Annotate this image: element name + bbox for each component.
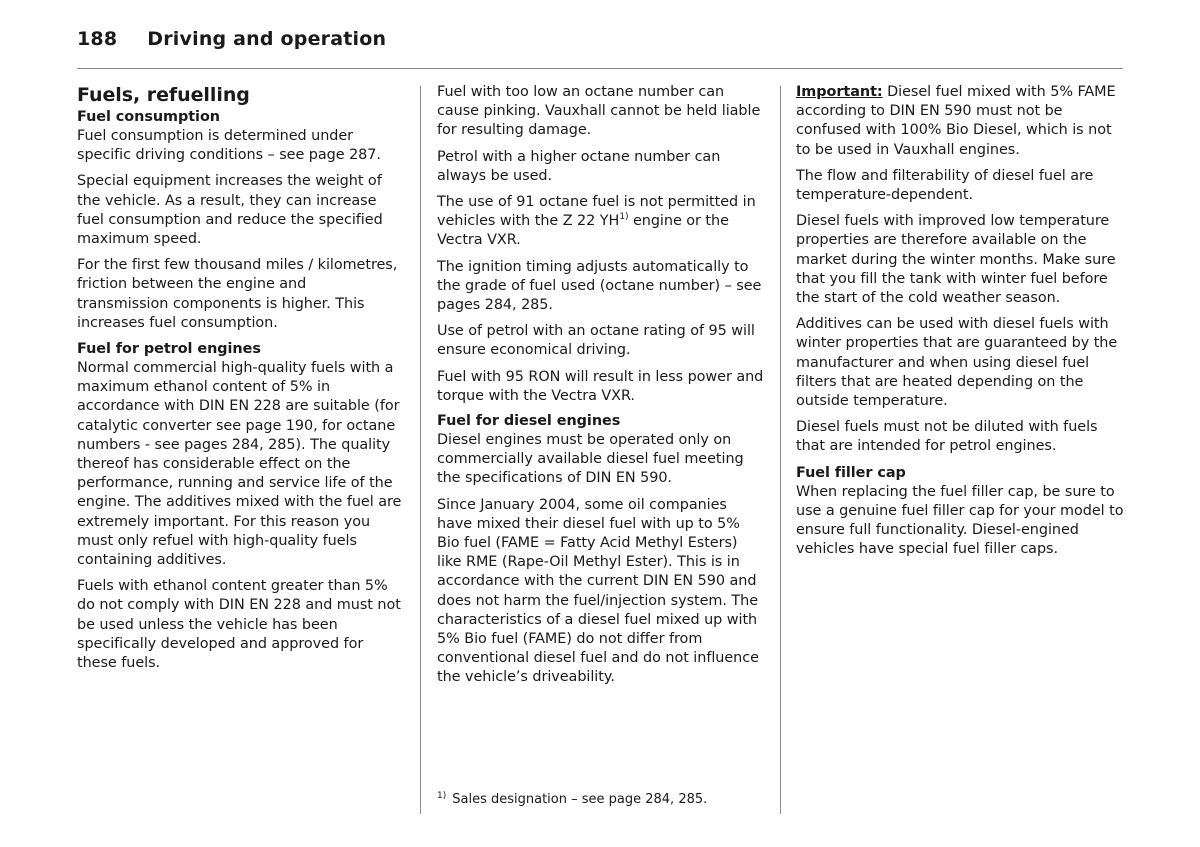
paragraph: Use of petrol with an octane rating of 95 will ensure economical driving.	[437, 323, 755, 359]
paragraph: Fuel consumption is determined under specific driving conditions – see page 287.	[77, 128, 381, 164]
paragraph: Fuels with ethanol content greater than 5% do not comply with DIN EN 228 and must not be used unless the vehicle has been specifically developed and approved for these fuels.	[77, 578, 401, 672]
column-divider-1	[420, 86, 421, 814]
text: engine or the Vectra VXR.	[437, 213, 729, 249]
paragraph: Diesel fuels with improved low temperature properties are therefore available on the market during the winter months. Make sure that you fill the tank with winter fuel before the start of the cold weather season.	[796, 213, 1116, 307]
section-title: Fuels, refuelling	[77, 84, 250, 106]
column-3	[796, 83, 1124, 566]
paragraph: The flow and filterability of diesel fuel are temperature-dependent.	[796, 167, 1094, 204]
page-number: 188	[77, 28, 118, 50]
column-1	[77, 83, 402, 680]
paragraph: Additives can be used with diesel fuels with winter properties that are guaranteed by the manufacturer and when using diesel fuel filters that are heated depending on the outside temperature.	[796, 316, 1118, 410]
paragraph: Since January 2004, some oil companies have mixed their diesel fuel with up to 5% Bio fuel (FAME = Fatty Acid Methyl Esters) like RME (Rape-Oil Methyl Ester). This is in accordance with the current DIN EN 590 and does not harm the fuel/injection system. The characteristics of a diesel fuel mixed up with 5% Bio fuel (FAME) do not differ from conventional diesel fuel and do not influence the vehicle’s driveability.	[437, 496, 759, 686]
paragraph: When replacing the fuel filler cap, be sure to use a genuine fuel filler cap for your model to ensure full functionality. Diesel-engined vehicles have special fuel filler caps.	[796, 483, 1124, 558]
paragraph: Normal commercial high-quality fuels with a maximum ethanol content of 5% in accordance with DIN EN 228 are suitable (for catalytic converter see page 190, for octane numbers - see pages 284, 285). The quality thereof has considerable effect on the performance, running and service life of the engine. The additives mixed with the fuel are extremely important. For this reason you must only refuel with high-quality fuels containing additives.	[77, 360, 402, 569]
paragraph: Fuel with 95 RON will result in less power and torque with the Vectra VXR.	[437, 368, 764, 404]
header-divider	[77, 68, 1123, 69]
subheading-diesel-engines: Fuel for diesel engines	[437, 413, 621, 430]
footnote-marker: 1)	[437, 791, 447, 801]
column-divider-2	[780, 86, 781, 814]
paragraph: Diesel fuels must not be diluted with fuels that are intended for petrol engines.	[796, 419, 1098, 455]
paragraph: Petrol with a higher octane number can always be used.	[437, 148, 721, 184]
paragraph-important	[796, 83, 1124, 160]
paragraph: Diesel engines must be operated only on commercially available diesel fuel meeting the specifications of DIN EN 590.	[437, 432, 744, 487]
page-header	[77, 28, 386, 60]
footnote-text: Sales designation – see page 284, 285.	[452, 792, 708, 807]
footnote-reference: 1)	[619, 212, 629, 223]
subheading-fuel-consumption: Fuel consumption	[77, 109, 220, 125]
footnote	[437, 791, 707, 809]
text: The use of 91 octane fuel is not permitted in vehicles with the Z 22 YH	[437, 194, 756, 230]
subheading-petrol-engines: Fuel for petrol engines	[77, 341, 261, 358]
important-label: Important:	[796, 84, 883, 100]
paragraph: Special equipment increases the weight of the vehicle. As a result, they can increase fuel consumption and reduce the specified maximum speed.	[77, 173, 383, 248]
paragraph-octane-91	[437, 193, 765, 251]
paragraph: The ignition timing adjusts automatically to the grade of fuel used (octane number) – see pages 284, 285.	[437, 258, 762, 314]
subheading-fuel-filler-cap: Fuel filler cap	[796, 464, 906, 481]
paragraph: Fuel with too low an octane number can cause pinking. Vauxhall cannot be held liable for resulting damage.	[437, 84, 761, 139]
column-2	[437, 83, 765, 695]
paragraph: For the first few thousand miles / kilometres, friction between the engine and transmission components is higher. This increases fuel consumption.	[77, 257, 398, 331]
chapter-title: Driving and operation	[147, 28, 387, 50]
text: Diesel fuel mixed with 5% FAME according to DIN EN 590 must not be confused with 100% Bio Diesel, which is not to be used in Vauxhall engines.	[796, 84, 1116, 158]
